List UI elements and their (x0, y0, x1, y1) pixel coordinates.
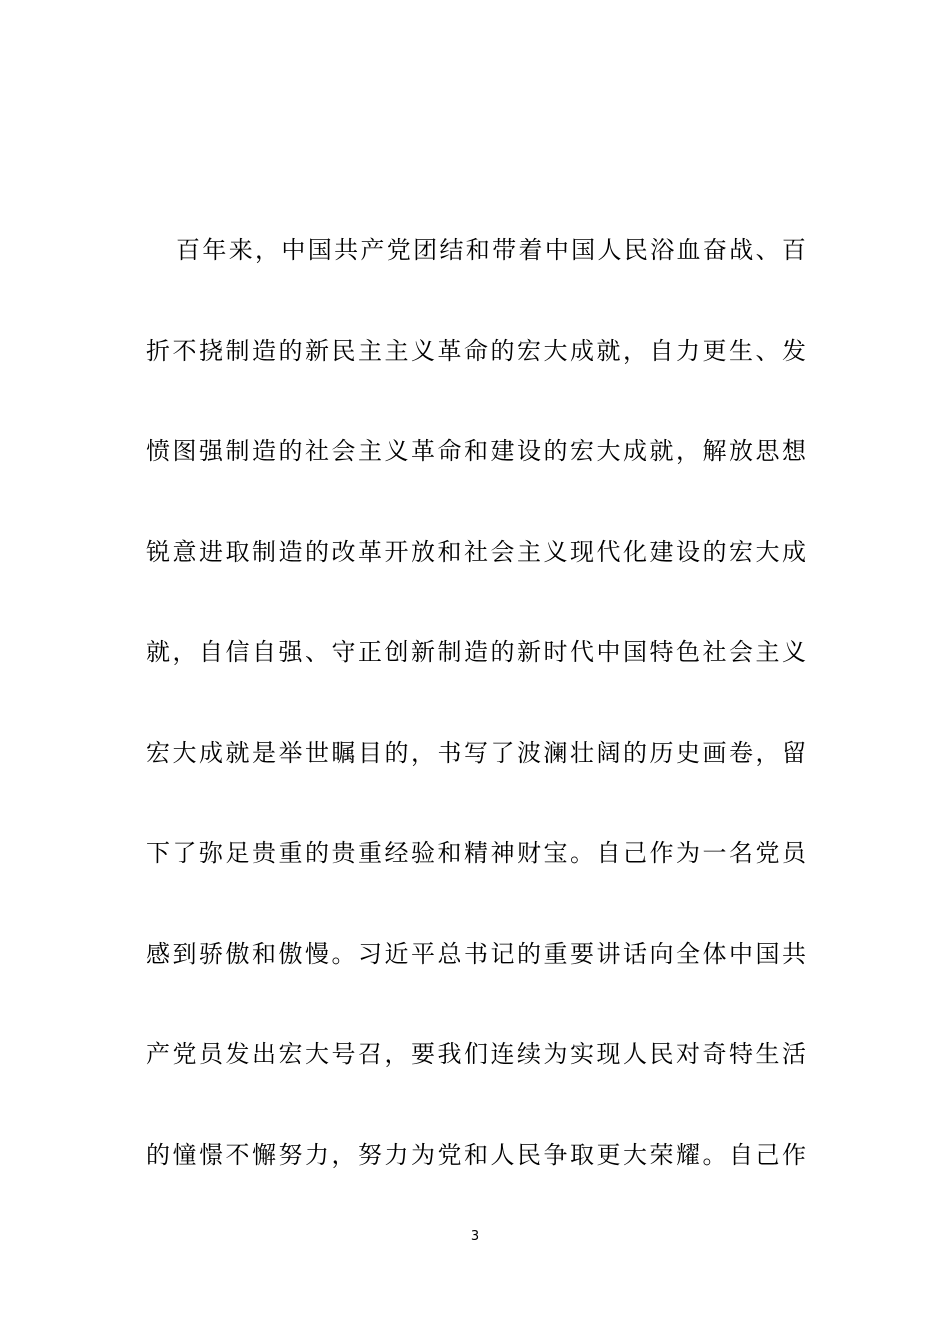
text-line: 感 到 骄 傲 和 傲 慢 。 习 近 平 总 书 记 的 重 要 讲 话 向 全 体 中 国 共 (146, 939, 806, 968)
text-line: 锐 意 进 取 制 造 的 改 革 开 放 和 社 会 主 义 现 代 化 建 设 的 宏 大 成 (146, 537, 806, 566)
text-line: 折 不 挠 制 造 的 新 民 主 主 义 革 命 的 宏 大 成 就 ， 自 力 更 生 、 发 (146, 336, 806, 365)
page-number: 3 (470, 1229, 480, 1244)
text-line: 愤 图 强 制 造 的 社 会 主 义 革 命 和 建 设 的 宏 大 成 就 ， 解 放 思 想 (146, 437, 806, 465)
text-line: 宏 大 成 就 是 举 世 瞩 目 的 ， 书 写 了 波 澜 壮 阔 的 历 史 画 卷 ， 留 (146, 738, 806, 767)
text-line: 产 党 员 发 出 宏 大 号 召 ， 要 我 们 连 续 为 实 现 人 民 对 奇 特 生 活 (146, 1040, 806, 1068)
text-line: 的 憧 憬 不 懈 努 力 ， 努 力 为 党 和 人 民 争 取 更 大 荣 耀 。 自 己 作 (146, 1140, 806, 1169)
text-line: 下 了 弥 足 贵 重 的 贵 重 经 验 和 精 神 财 宝 。 自 己 作 为 一 名 党 员 (146, 839, 806, 867)
body-paragraph (146, 222, 806, 1227)
text-line: 百 年 来 ， 中 国 共 产 党 团 结 和 带 着 中 国 人 民 浴 血 奋 战 、 百 (176, 236, 806, 264)
text-line: 就 ， 自 信 自 强 、 守 正 创 新 制 造 的 新 时 代 中 国 特 色 社 会 主 义 (146, 638, 806, 666)
